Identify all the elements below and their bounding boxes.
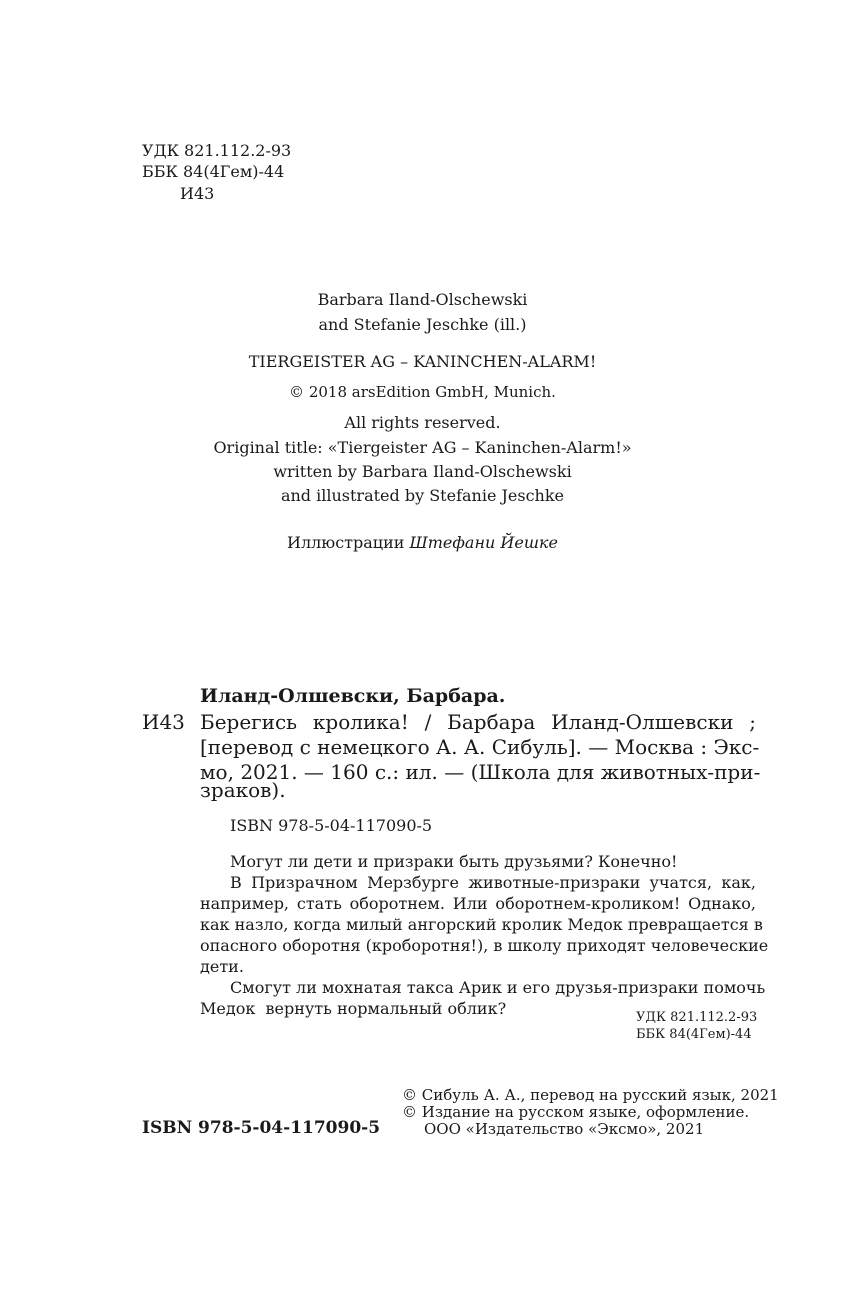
annotation-line-1: Могут ли дети и призраки быть друзьями? Конечно! bbox=[230, 852, 678, 871]
bbk-code-bottom: ББК 84(4Гем)-44 bbox=[636, 1027, 752, 1042]
rights-reserved: All rights reserved. bbox=[344, 413, 501, 432]
bib-line-3: мо, 2021. — 160 с.: ил. — (Школа для животных-при- bbox=[200, 760, 761, 784]
foreign-copyright: © 2018 arsEdition GmbH, Munich. bbox=[289, 383, 556, 401]
udk-code-bottom: УДК 821.112.2-93 bbox=[636, 1010, 758, 1025]
annotation-line-4: как назло, когда милый ангорский кролик Медок превращается в bbox=[200, 915, 763, 934]
translation-copyright: © Сибуль А. А., перевод на русский язык, 2021 bbox=[402, 1086, 779, 1104]
bib-isbn: ISBN 978-5-04-117090-5 bbox=[230, 816, 433, 835]
original-title: Original title: «Tiergeister AG – Kaninchen-Alarm!» bbox=[213, 438, 632, 457]
edition-copyright: © Издание на русском языке, оформление. bbox=[402, 1103, 750, 1121]
original-title-caps: TIERGEISTER AG – KANINCHEN-ALARM! bbox=[248, 352, 597, 371]
written-by: written by Barbara Iland-Olschewski bbox=[273, 462, 572, 481]
illustrations-credit bbox=[0, 532, 845, 554]
foreign-author-line-1: Barbara Iland-Olschewski bbox=[317, 290, 528, 309]
bib-mark: И43 bbox=[142, 710, 185, 734]
udk-code: УДК 821.112.2-93 bbox=[142, 141, 292, 160]
bib-line-1: Берегись кролика! / Барбара Иланд-Олшевски ; bbox=[200, 710, 756, 734]
bbk-code: ББК 84(4Гем)-44 bbox=[142, 162, 285, 181]
illustrations-name: Штефани Йешке bbox=[409, 533, 558, 552]
annotation-line-7: Смогут ли мохнатая такса Арик и его друзья-призраки помочь bbox=[230, 978, 766, 997]
bib-line-4: зраков). bbox=[200, 778, 286, 802]
foreign-author-line-2: and Stefanie Jeschke (ill.) bbox=[318, 315, 527, 334]
annotation-line-6: дети. bbox=[200, 957, 244, 976]
author-mark: И43 bbox=[180, 184, 215, 203]
isbn-footer: ISBN 978-5-04-117090-5 bbox=[142, 1118, 381, 1138]
bib-heading: Иланд-Олшевски, Барбара. bbox=[200, 685, 506, 707]
annotation-line-5: опасного оборотня (кроборотня!), в школу приходят человеческие bbox=[200, 936, 769, 955]
bib-line-2: [перевод с немецкого А. А. Сибуль]. — Москва : Экс- bbox=[200, 735, 760, 759]
annotation-line-3: например, стать оборотнем. Или оборотнем-кроликом! Однако, bbox=[200, 894, 756, 913]
illustrations-label: Иллюстрации bbox=[286, 533, 405, 552]
illustrated-by: and illustrated by Stefanie Jeschke bbox=[280, 486, 565, 505]
annotation-line-2: В Призрачном Мерзбурге животные-призраки учатся, как, bbox=[230, 873, 756, 892]
publisher-copyright: ООО «Издательство «Эксмо», 2021 bbox=[424, 1120, 705, 1138]
annotation-line-8: Медок вернуть нормальный облик? bbox=[200, 999, 507, 1018]
